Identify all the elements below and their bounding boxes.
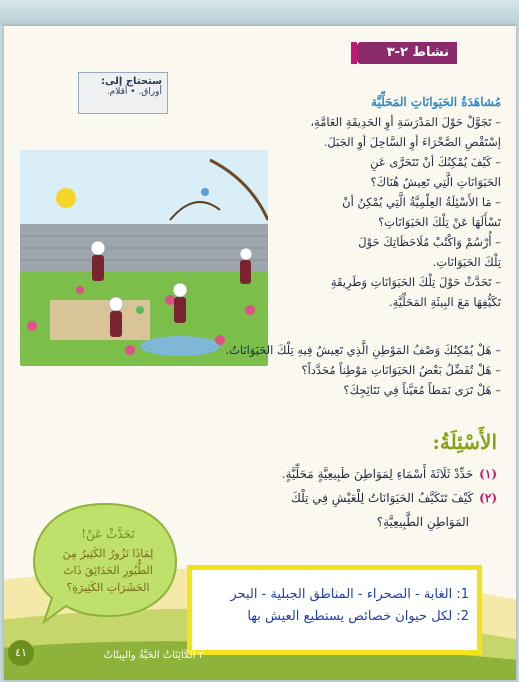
activity-badge-label: نشاط ٢-٣ — [386, 45, 449, 60]
activity-line: تِلْكَ الحَيَوَانَاتِ. — [432, 255, 501, 269]
materials-box — [78, 72, 168, 114]
question-text: حَدِّدْ ثَلَاثَةَ أَسْمَاءِ لِمَوَاطِنَ طَبِيعِيَّةٍ مَحَلِّيَّةٍ. — [281, 467, 474, 481]
window-frame — [0, 0, 519, 26]
garden-illustration — [20, 150, 268, 366]
talk-title: تَحَدَّثْ عَنْ! — [81, 527, 135, 541]
activity-wide-line: – هَلْ تُفَضِّلُ بَعْضُ الحَيَوَانَاتِ مَوْطِناً مُحَدَّداً؟ — [301, 363, 501, 377]
activity-wide-lines — [111, 340, 501, 400]
activity-line: – تَجَوَّلْ حَوْلَ المَدْرَسَةِ أوِ الحَدِيقَةِ العَامَّةِ، — [310, 115, 501, 129]
activity-line: – أُرْسُمْ وَاكْتُبْ مُلَاحَظَاتِكَ حَوْلَ — [358, 235, 501, 249]
activity-line: تَكَيُّفِهَا مَعَ البِيئَةِ المَحَلِّيَّةِ. — [388, 295, 501, 309]
activity-line: الحَيَوَانَاتِ الَّتِي تَعِيشُ هُنَاكَ؟ — [370, 175, 501, 189]
question-item — [207, 486, 497, 510]
materials-items: أوراق. • أقلام. — [106, 87, 162, 97]
activity-line: تَسْأَلَهَا عَنْ تِلْكَ الحَيَوَانَاتِ؟ — [378, 215, 501, 229]
question-text: كَيْفَ تَتَكَيَّفُ الحَيَوَانَاتُ لِلْعَيْشِ فِي تِلْكَ — [291, 491, 474, 505]
activity-wide-line: – هَلْ تَرَى نَمَطاً مُعَيَّناً فِي نَتَائِجِكَ؟ — [343, 383, 501, 397]
activity-line: – مَا الأَسْئِلَةُ العِلْمِيَّةُ الَّتِي يُمْكِنُ أنْ — [342, 195, 501, 209]
question-text: المَوَاطِنِ الطَّبِيعِيَّةِ؟ — [376, 515, 469, 529]
activity-line: إسْتَقْصِ الصَّحْرَاءَ أوِ السَّاحِلَ أوِ الجَبَلَ. — [323, 135, 501, 149]
question-item — [207, 462, 497, 486]
question-number: (٢) — [479, 491, 497, 505]
activity-subtitle: مُشاهَدَةُ الحَيَوانَاتِ المَحَلِّيَّة — [371, 95, 501, 109]
page-number: ٤١ — [8, 640, 34, 666]
questions-list — [207, 462, 497, 534]
talk-prompt — [48, 526, 168, 596]
talk-question: لِمَاذَا تَزُورُ الكَثِيرُ مِنَ الطُّيُورِ الحَدَائِقَ ذَاتَ الحَشَرَاتِ الكَثِيرَةِ؟ — [62, 547, 154, 594]
chapter-footer: ٢ الكَائِنَاتُ الحَيَّةُ والبِيئَاتُ — [103, 650, 204, 661]
activity-badge — [357, 42, 457, 64]
question-number: (١) — [479, 467, 497, 481]
materials-title: ستحتاج إلى: — [101, 76, 162, 87]
activity-line: – تَحَدَّثْ حَوْلَ تِلْكَ الحَيَوَانَاتِ وَطَرِيقَةِ — [330, 275, 501, 289]
answer-line-2: 2: لكل حيوان خصائص يستطيع العيش بها — [247, 609, 469, 624]
answer-line-1: 1: الغابة - الصحراء - المناطق الجبلية - البحر — [230, 587, 469, 602]
activity-line: – كَيْفَ يُمْكِنُكَ أنْ تَتَحَرَّى عَنِ — [370, 155, 501, 169]
question-item — [207, 510, 497, 534]
activity-wide-line: – هَلْ يُمْكِنُكَ وَصْفُ المَوْطِنِ الَّذِي تَعِيشُ فِيهِ تِلْكَ الحَيَوَانَاتُ. — [225, 343, 501, 357]
questions-title: الأَسْئِلَةُ: — [432, 430, 497, 454]
answer-box[interactable] — [187, 565, 482, 655]
badge-accent — [351, 42, 357, 64]
activity-instructions — [261, 92, 501, 312]
